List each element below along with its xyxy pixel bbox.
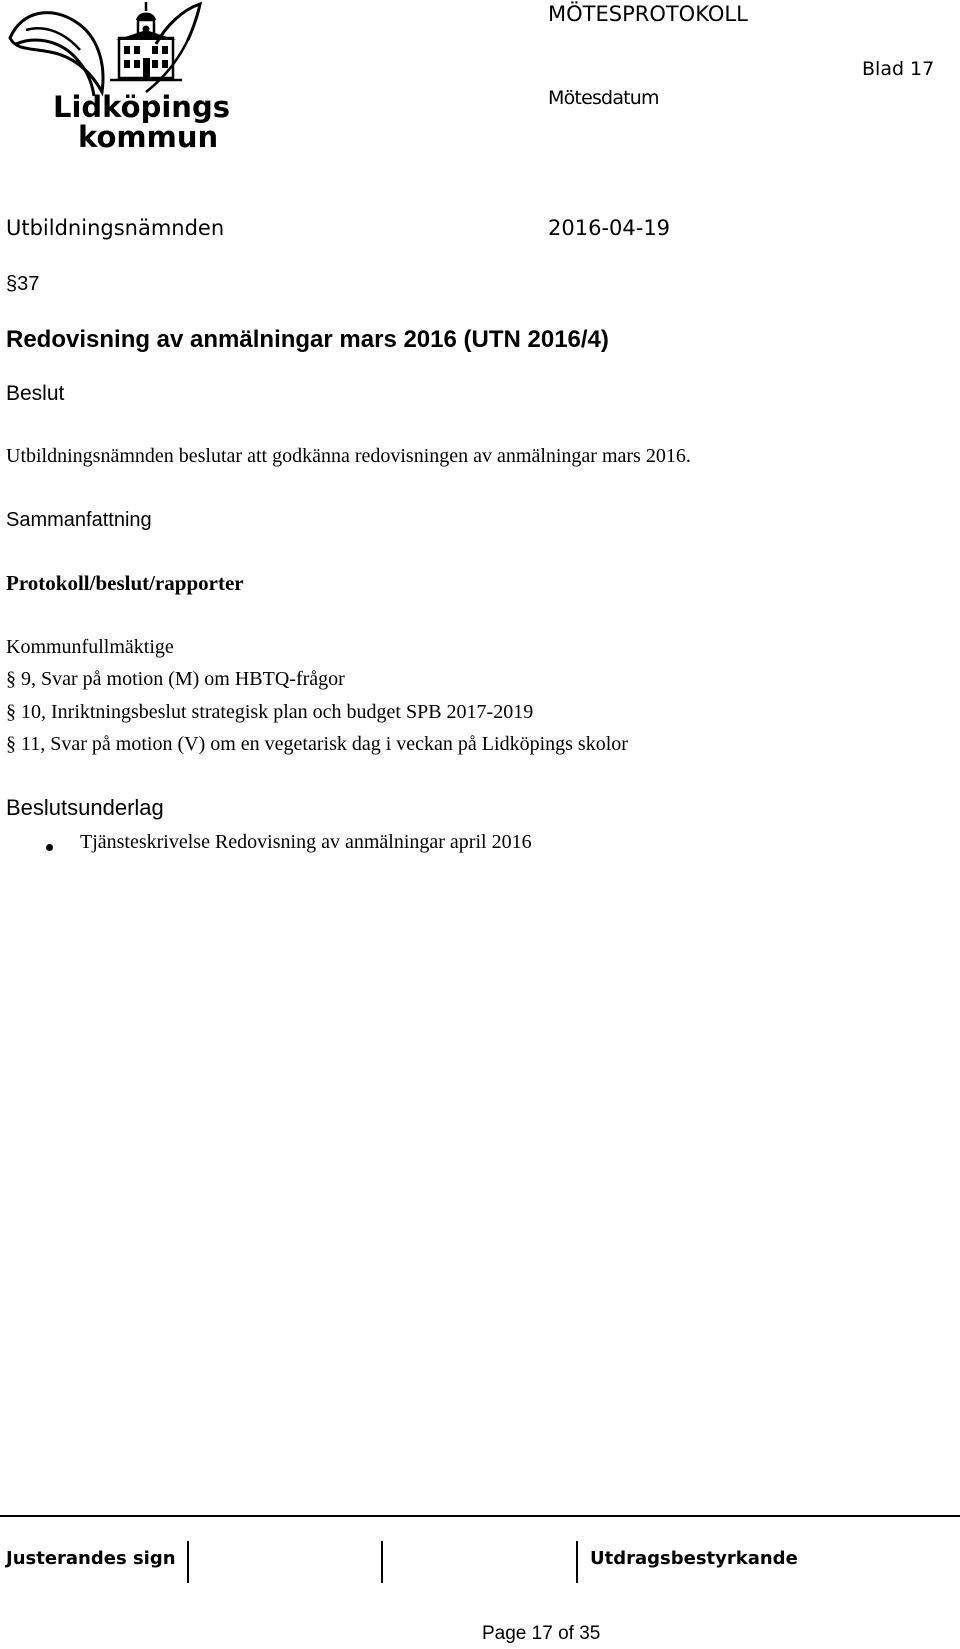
section-number: §37 — [6, 273, 40, 295]
extract-certification-label: Utdragsbestyrkande — [590, 1548, 798, 1569]
sheet-number: Blad 17 — [862, 58, 935, 80]
bullet-icon — [46, 844, 53, 851]
footer-separator — [576, 1541, 578, 1583]
page-number: Page 17 of 35 — [482, 1623, 601, 1644]
page-title: Redovisning av anmälningar mars 2016 (UTN 2016/4) — [6, 326, 609, 353]
footer-separator — [381, 1541, 383, 1583]
meeting-date: 2016-04-19 — [548, 216, 671, 240]
footer-divider — [0, 1515, 960, 1517]
reference-item: § 10, Inriktningsbeslut strategisk plan och budget SPB 2017-2019 — [6, 701, 534, 723]
reference-item: § 11, Svar på motion (V) om en vegetarisk dag i veckan på Lidköpings skolor — [6, 733, 628, 755]
basis-heading: Beslutsunderlag — [6, 795, 164, 820]
municipality-logo — [6, 0, 230, 160]
committee-name: Utbildningsnämnden — [6, 216, 225, 240]
decision-heading: Beslut — [6, 382, 65, 405]
summary-heading: Sammanfattning — [6, 509, 152, 531]
logo-line-1: Lidköpings — [53, 90, 230, 124]
decision-text: Utbildningsnämnden beslutar att godkänna redovisningen av anmälningar mars 2016. — [6, 445, 691, 467]
council-name: Kommunfullmäktige — [6, 636, 174, 658]
adjuster-sign-label: Justerandes sign — [6, 1548, 176, 1569]
castle-emblem-icon — [6, 0, 206, 100]
meeting-date-label: Mötesdatum — [548, 87, 659, 109]
footer-separator — [187, 1541, 189, 1583]
basis-list-item: Tjänsteskrivelse Redovisning av anmälningar april 2016 — [80, 831, 532, 853]
reports-heading: Protokoll/beslut/rapporter — [6, 571, 244, 595]
reference-item: § 9, Svar på motion (M) om HBTQ-frågor — [6, 668, 345, 690]
logo-line-2: kommun — [78, 120, 219, 154]
document-type: MÖTESPROTOKOLL — [548, 2, 748, 26]
